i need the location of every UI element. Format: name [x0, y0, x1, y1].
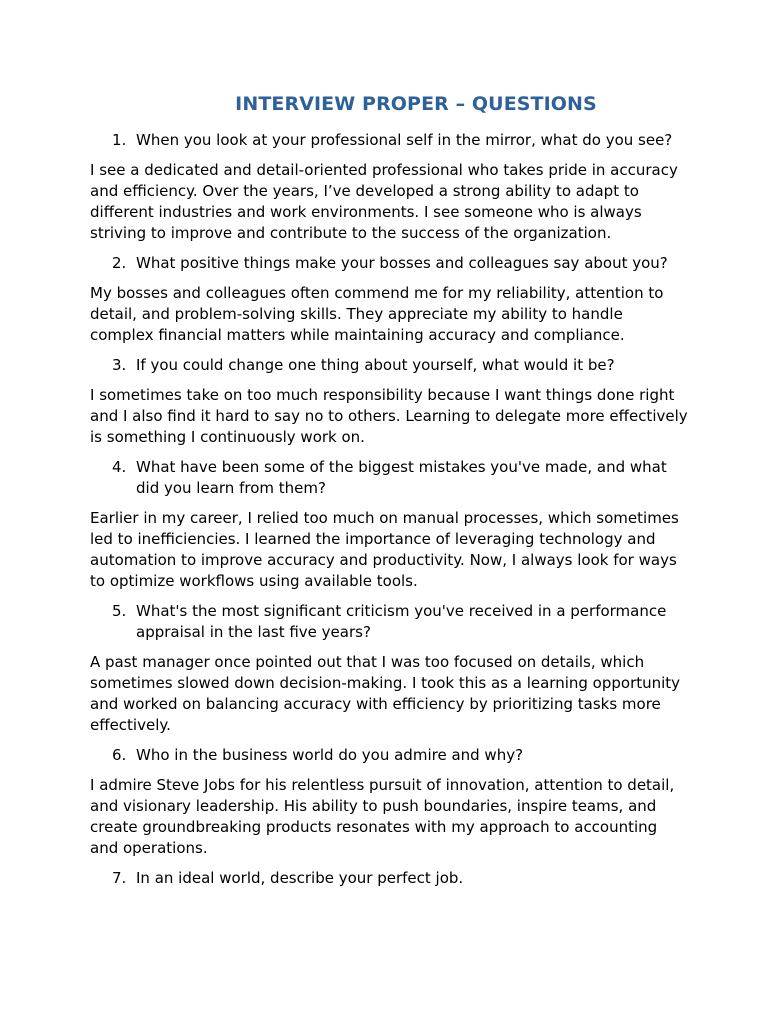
answer-6: I admire Steve Jobs for his relentless pursuit of innovation, attention to detail, and visionary leadership. His ability to push boundaries, inspire teams, and create groundbreaking products resonates with my approach to accounting and operations.	[90, 776, 675, 857]
page-title: INTERVIEW PROPER – QUESTIONS	[235, 93, 597, 115]
question-text: What positive things make your bosses and colleagues say about you?	[136, 254, 668, 272]
qa-list	[90, 130, 690, 898]
question-1	[90, 130, 690, 151]
question-number: 5.	[112, 602, 127, 620]
question-5	[90, 601, 690, 643]
answer-4: Earlier in my career, I relied too much on manual processes, which sometimes led to inefficiencies. I learned the importance of leveraging technology and automation to improve accuracy and productivity. Now, I always look for ways to optimize workflows using available tools.	[90, 509, 679, 590]
question-text: When you look at your professional self in the mirror, what do you see?	[136, 131, 673, 149]
question-text: In an ideal world, describe your perfect job.	[136, 869, 464, 887]
question-number: 3.	[112, 356, 127, 374]
question-text: What have been some of the biggest mistakes you've made, and what did you learn from them?	[136, 458, 667, 497]
answer-3: I sometimes take on too much responsibility because I want things done right and I also find it hard to say no to others. Learning to delegate more effectively is something I continuously work on.	[90, 386, 688, 446]
question-text: Who in the business world do you admire and why?	[136, 746, 524, 764]
question-text: If you could change one thing about yourself, what would it be?	[136, 356, 615, 374]
question-text: What's the most significant criticism you've received in a performance appraisal in the last five years?	[136, 602, 667, 641]
question-6	[90, 745, 690, 766]
question-number: 1.	[112, 131, 127, 149]
question-3	[90, 355, 690, 376]
question-number: 6.	[112, 746, 127, 764]
answer-2: My bosses and colleagues often commend me for my reliability, attention to detail, and problem-solving skills. They appreciate my ability to handle complex financial matters while maintaining accuracy and compliance.	[90, 284, 664, 344]
question-7	[90, 868, 690, 889]
answer-5: A past manager once pointed out that I was too focused on details, which sometimes slowed down decision-making. I took this as a learning opportunity and worked on balancing accuracy with efficiency by prioritizing tasks more effectively.	[90, 653, 681, 734]
question-2	[90, 253, 690, 274]
question-number: 4.	[112, 458, 127, 476]
question-number: 7.	[112, 869, 127, 887]
question-number: 2.	[112, 254, 127, 272]
answer-1: I see a dedicated and detail-oriented professional who takes pride in accuracy and efficiency. Over the years, I’ve developed a strong ability to adapt to different industries and work environments. I see someone who is always striving to improve and contribute to the success of the organization.	[90, 161, 678, 242]
question-4	[90, 457, 690, 499]
